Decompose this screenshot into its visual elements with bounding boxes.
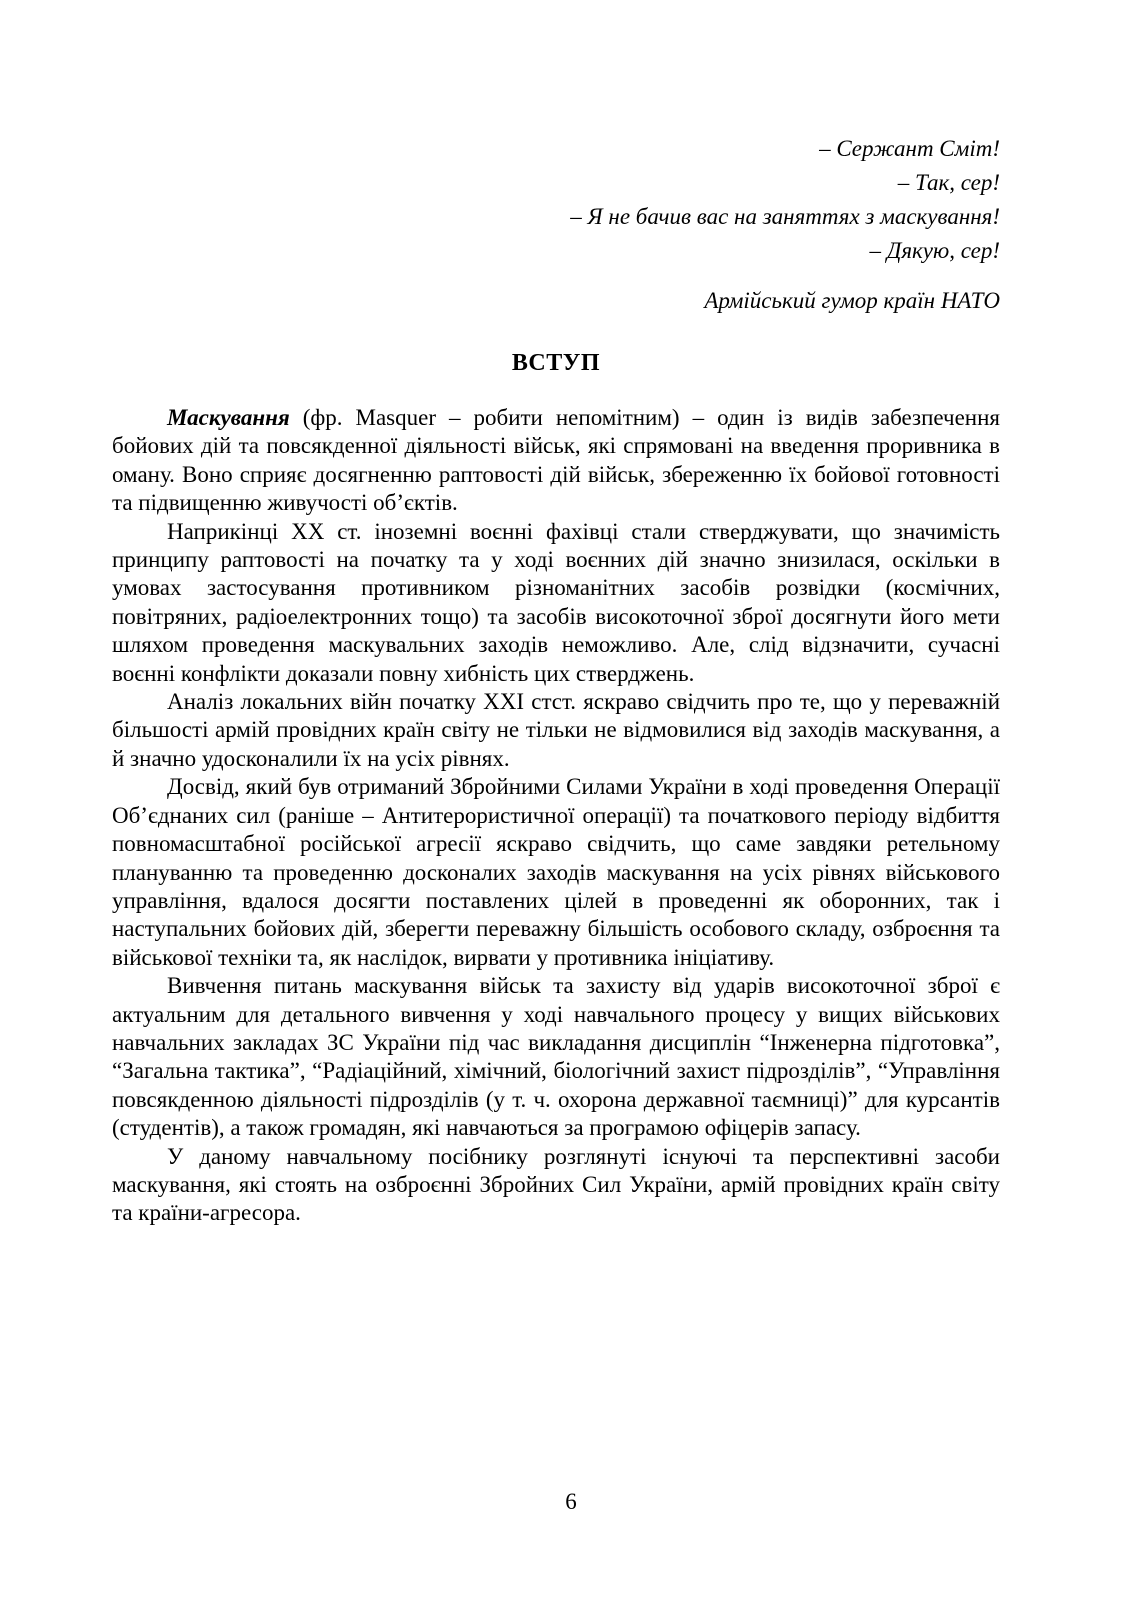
epigraph-attribution: Армійський гумор країн НАТО bbox=[704, 288, 1000, 313]
epigraph-line-2: – Так, сер! bbox=[897, 170, 1000, 195]
paragraph-4: Досвід, який був отриманий Збройними Силами України в ході проведення Операції Об’єднаних сил (раніше – Антитерористичної операції) та початкового періоду відбиття повномасштабної російської агресії яскраво свідчить, що саме завдяки ретельному плануванню та проведенню досконалих заходів маскування на усіх рівнях військового управління, вдалося досягти поставлених цілей в проведенні як оборонних, так і наступальних бойових дій, зберегти переважну більшість особового складу, озброєння та військової техніки та, як наслідок, вирвати у противника ініціативу. bbox=[112, 774, 1000, 970]
page-title: ВСТУП bbox=[511, 350, 601, 376]
epigraph-line-4: – Дякую, сер! bbox=[869, 238, 1000, 263]
paragraph-1-text: (фр. Masquer – робити непомітним) – один із видів забезпечення бойових дій та повсякденної діяльності військ, які спрямовані на введення проривника в оману. Воно сприяє досягненню раптовості дій військ, збереженню їх бойової готовності та підвищенню живучості об’єктів. bbox=[112, 405, 1000, 516]
page-number: 6 bbox=[565, 1489, 577, 1514]
lead-term: Маскування bbox=[167, 405, 290, 430]
epigraph-line-1: – Сержант Сміт! bbox=[819, 136, 1000, 161]
paragraph-1 bbox=[112, 404, 1000, 518]
body-text bbox=[112, 404, 1000, 1228]
paragraph-6: У даному навчальному посібнику розглянуті існуючі та перспективні засоби маскування, які стоять на озброєнні Збройних Сил України, армій провідних країн світу та країни-агресора. bbox=[112, 1143, 1000, 1226]
epigraph-line-3: – Я не бачив вас на заняттях з маскування! bbox=[570, 204, 1000, 229]
paragraph-2: Наприкінці XX ст. іноземні воєнні фахівці стали стверджувати, що значимість принципу раптовості на початку та у ході воєнних дій значно знизилася, оскільки в умовах застосування противником різноманітних засобів розвідки (космічних, повітряних, радіоелектронних тощо) та засобів високоточної зброї досягнути його мети шляхом проведення маскувальних заходів неможливо. Але, слід відзначити, сучасні воєнні конфлікти доказали повну хибність цих стверджень. bbox=[112, 518, 1000, 686]
paragraph-3: Аналіз локальних війн початку XXI стст. яскраво свідчить про те, що у переважній більшості армій провідних країн світу не тільки не відмовилися від заходів маскування, а й значно удосконалили їх на усіх рівнях. bbox=[112, 689, 1000, 771]
epigraph bbox=[112, 132, 1000, 268]
paragraph-5: Вивчення питань маскування військ та захисту від ударів високоточної зброї є актуальним для детального вивчення у ході навчального процесу у вищих військових навчальних закладах ЗС України під час викладання дисциплін “Інженерна підготовка”, “Загальна тактика”, “Радіаційний, хімічний, біологічний захист підрозділів”, “Управління повсякденною діяльності підрозділів (у т. ч. охорона державної таємниці)” для курсантів (студентів), а також громадян, які навчаються за програмою офіцерів запасу. bbox=[112, 973, 1000, 1141]
